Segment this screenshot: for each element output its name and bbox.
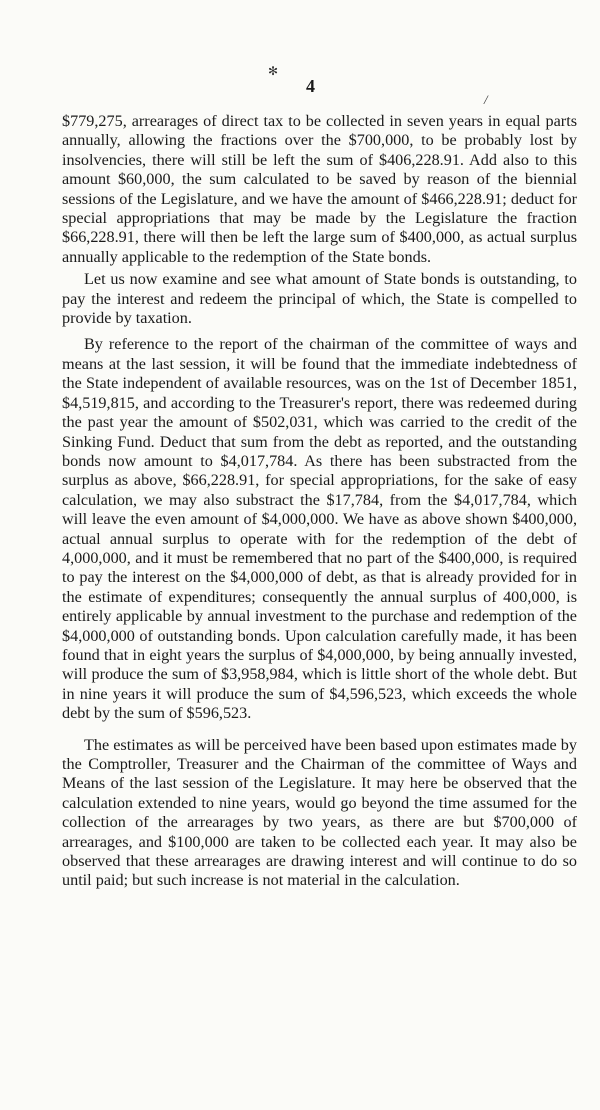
paragraph-state-bonds: Let us now examine and see what amount of State bonds is outstanding, to pay the interest and redeem the principal of which, the State is compelled to provide by taxation. xyxy=(62,270,577,328)
paragraph-continued: $779,275, arrearages of direct tax to be collected in seven years in equal parts annually, allowing the fractions over the $700,000, to be probably lost by insolvencies, there will still be left the sum of $406,228.91. Add also to this amount $60,000, the sum calculated to be saved by reason of the biennial sessions of the Legislature, and we have the amount of $466,228.91; deduct for special appropriations that may be made by the Legislature the fraction $66,228.91, there will then be left the large sum of $400,000, as actual surplus annually applicable to the redemption of the State bonds. xyxy=(62,112,577,266)
page-number: 4 xyxy=(306,76,315,96)
printer-mark: ✻ xyxy=(268,64,279,78)
body-text xyxy=(62,112,577,891)
margin-mark: / xyxy=(484,92,488,107)
paragraph-estimates: The estimates as will be perceived have been based upon estimates made by the Comptroller, Treasurer and the Chairman of the committee of Ways and Means of the last session of the Legislature. It may here be observed that the calculation extended to nine years, would go beyond the time assumed for the collection of the arrearages by two years, as there are but $700,000 of arrearages, and $100,000 are taken to be collected each year. It may also be observed that these arrearages are drawing interest and will continue to do so until paid; but such increase is not material in the calculation. xyxy=(62,735,577,890)
paragraph-indebtedness: By reference to the report of the chairman of the committee of ways and means at the last session, it will be found that the immediate indebtedness of the State independent of available resources, was on the 1st of December 1851, $4,519,815, and according to the Treasurer's report, there was redeemed during the past year the amount of $502,031, which was carried to the credit of the Sinking Fund. Deduct that sum from the debt as reported, and the outstanding bonds now amount to $4,017,784. As there has been substracted from the surplus as above, $66,228.91, for special appropriations, for the sake of easy calculation, we may also substract the $17,784, from the $4,017,784, which will leave the even amount of $4,000,000. We have as above shown $400,000, actual annual surplus to operate with for the redemption of the debt of 4,000,000, and it must be remembered that no part of the $400,000, is required to pay the interest on the $4,000,000 of debt, as that is already provided for in the estimate of expenditures; consequently the annual surplus of 400,000, is entirely applicable by annual investment to the purchase and redemption of the $4,000,000 of outstanding bonds. Upon calculation carefully made, it has been found that in eight years the surplus of $4,000,000, by being annually invested, will produce the sum of $3,958,984, which is little short of the whole debt. But in nine years it will produce the sum of $4,596,523, which exceeds the whole debt by the sum of $596,523. xyxy=(62,335,577,723)
